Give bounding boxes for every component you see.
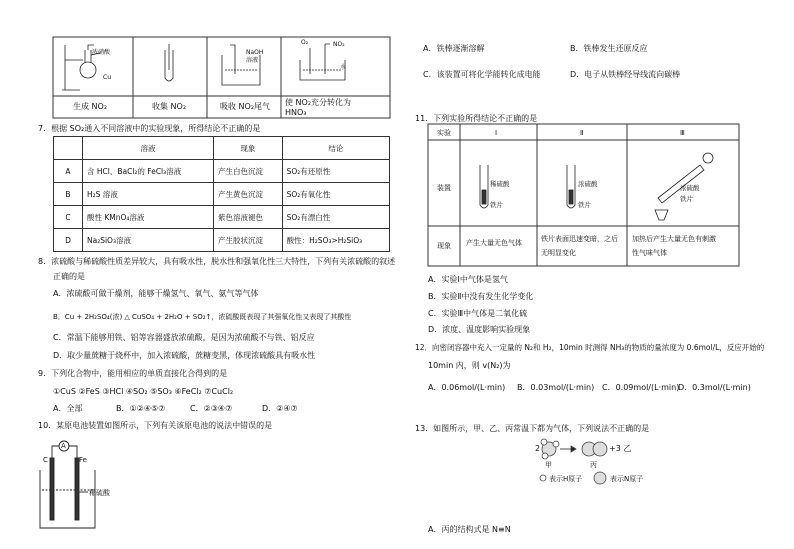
- q11-option-a: A．实验Ⅰ中气体是氢气: [428, 275, 508, 284]
- q7-header-phenomenon: 现象: [214, 137, 283, 160]
- q11-phen-label: 现象: [437, 242, 451, 250]
- q12-option-a: A．0.06mol/(L·min): [428, 383, 506, 392]
- q11-option-d: D．浓度、温度影响实验现象: [428, 325, 531, 334]
- fig-label: 铁片: [680, 195, 693, 203]
- q9-option-c: C．②③④⑦: [190, 404, 233, 413]
- q12-option-d: D．0.3mol/(L·min): [678, 383, 751, 392]
- legend-h-label: 表示H原子: [549, 475, 583, 483]
- fig-label: 铁片: [490, 201, 503, 209]
- q13-option-a: A．丙的结构式是 N≡N: [428, 525, 511, 534]
- h-atom-icon: [553, 441, 559, 447]
- fig-label-cu: Cu: [103, 74, 111, 81]
- q7-cell: 产生黄色沉淀: [214, 183, 283, 206]
- q9-option-d: D．②④⑦: [262, 404, 298, 413]
- q7-row-label: A: [54, 160, 83, 183]
- q9-items: ①CuS ②FeS ③HCl ④SO₂ ⑤SO₃ ⑥FeCl₂ ⑦CuCl₂: [53, 387, 234, 396]
- q10-stem: 10．某原电池装置如图所示，下列有关该原电池的说法中错误的是: [38, 421, 273, 430]
- q8-option-c: C．常温下能够用铁、铝等容器盛放浓硫酸，是因为浓硫酸不与铁、铝反应: [53, 333, 315, 342]
- q7-cell: H₂S 溶液: [83, 183, 214, 206]
- q7-cell: 产生胶状沉淀: [214, 229, 283, 252]
- q13-stem: 13．如图所示，甲、乙、丙常温下都为气体，下列说法不正确的是: [415, 424, 650, 433]
- q11-phen-2b: 无明显变化: [541, 249, 576, 257]
- acid-label: 稀硫酸: [89, 489, 110, 497]
- fig-label: 浓硫酸: [578, 180, 598, 188]
- q7-row-label: B: [54, 183, 83, 206]
- fig-label-solution: 溶液: [246, 57, 259, 64]
- q9-option-b: B．①②④⑤⑦: [116, 404, 166, 413]
- q7-cell: SO₂有还原性: [282, 160, 389, 183]
- electrode-fe-label: Fe: [79, 456, 87, 464]
- q11-header-exp: 实验: [437, 129, 451, 137]
- q7-header-solution: 溶液: [83, 137, 214, 160]
- q10-option-d: D．电子从铁棒经导线流向碳棒: [570, 70, 681, 79]
- fig-label-nitric: 浓硝酸: [92, 49, 111, 56]
- bing-label: 丙: [590, 461, 597, 469]
- q7-cell: 酸性：H₂SO₃>H₂SiO₃: [282, 229, 389, 252]
- caption-collect: 收集 NO₂: [152, 102, 187, 111]
- caption-convert-1: 使 NO₂充分转化为: [285, 98, 352, 107]
- q8-option-d: D．取少量蔗糖于烧杯中，加入浓硫酸，蔗糖变黑，体现浓硫酸具有吸水性: [53, 351, 316, 360]
- q11-header-1: Ⅰ: [495, 129, 498, 137]
- q8-stem-2: 正确的是: [53, 272, 85, 281]
- h-atom-icon: [541, 439, 547, 445]
- fig-label: 铁片: [578, 201, 591, 209]
- h-atom-icon: [542, 453, 548, 459]
- q7-cell: SO₂有漂白性: [282, 206, 389, 229]
- q7-cell: 酸性 KMnO₄溶液: [83, 206, 214, 229]
- electrode-c-label: C: [43, 456, 48, 464]
- q11-phen-3b: 性气味气体: [632, 249, 667, 257]
- q9-stem: 9．下列化合物中，能用相应的单质直接化合得到的是: [38, 369, 228, 378]
- fig-label: 浓硫酸: [680, 184, 700, 192]
- q7-cell: 紫色溶液褪色: [214, 206, 283, 229]
- n-legend-icon: [594, 472, 606, 484]
- q11-phen-2a: 铁片表面迅速变暗，之后: [541, 235, 618, 243]
- q10-option-a: A．铁棒逐渐溶解: [423, 44, 485, 53]
- q12-stem-1: 12．向密闭容器中充入一定量的 N₂和 H₂，10min 时测得 NH₃的物质的量浓度为 0.6mol/L，反应开始的: [415, 343, 765, 352]
- q7-row-label: C: [54, 206, 83, 229]
- ammeter-label: A: [61, 442, 66, 450]
- q7-cell: 产生白色沉淀: [214, 160, 283, 183]
- q11-stem: 11．下列实验所得结论不正确的是: [415, 114, 538, 123]
- arrow-icon: [571, 446, 576, 452]
- fig-label-no2: NO₂: [333, 41, 345, 48]
- q11-phen-1: 产生大量无色气体: [466, 239, 522, 247]
- q8-option-b: B．Cu + 2H₂SO₄(浓) △ CuSO₄ + 2H₂O + SO₂↑，浓硫酸既表现了其强氧化性又表现了其酸性: [53, 313, 352, 321]
- q11-header-3: Ⅲ: [680, 129, 685, 137]
- q11-option-c: C．实验Ⅲ中气体是二氧化硫: [428, 309, 528, 318]
- q8-stem-1: 8．浓硫酸与稀硫酸性质差异较大，具有吸水性，脱水性和强氧化性三大特性，下列有关浓硫酸的叙述: [38, 257, 396, 266]
- h-legend-icon: [540, 475, 546, 481]
- plus-3-yi-label: +3 乙: [609, 444, 632, 453]
- legend-n-label: 表示N原子: [610, 475, 644, 483]
- q7-row-label: D: [54, 229, 83, 252]
- fig-label-water: 水: [340, 64, 347, 71]
- fig-label-o2: O₂: [301, 39, 309, 46]
- fig-label: 稀硫酸: [490, 180, 510, 188]
- coef-label: 2: [535, 444, 541, 453]
- q8-option-a: A．浓硫酸可做干燥剂，能够干燥氢气、氧气、氨气等气体: [53, 289, 259, 298]
- caption-convert-2: HNO₃: [285, 108, 307, 117]
- q7-stem: 7．根据 SO₂通入不同溶液中的实验现象，所得结论不正确的是: [38, 124, 261, 133]
- q11-option-b: B．实验Ⅱ中没有发生化学变化: [428, 292, 534, 301]
- caption-absorb: 吸收 NO₂尾气: [220, 102, 271, 111]
- q12-option-b: B．0.03mol/(L·min): [517, 383, 595, 392]
- jia-label: 甲: [545, 461, 552, 469]
- q11-phen-3a: 加热后产生大量无色有刺激: [632, 235, 716, 243]
- q7-cell: SO₂有氧化性: [282, 183, 389, 206]
- fig-label-naoh: NaOH: [246, 49, 264, 56]
- q7-cell: 含 HCl、BaCl₂的 FeCl₃溶液: [83, 160, 214, 183]
- q11-device-label: 装置: [437, 184, 451, 192]
- q11-header-2: Ⅱ: [580, 129, 584, 137]
- q9-option-a: A．全部: [53, 404, 83, 413]
- q7-cell: Na₂SiO₃溶液: [83, 229, 214, 252]
- q10-option-b: B．铁棒发生还原反应: [570, 44, 648, 53]
- caption-generate: 生成 NO₂: [73, 102, 108, 111]
- n-atom-icon: [593, 442, 607, 456]
- q12-option-c: C．0.09mol/(L·min): [602, 383, 680, 392]
- q7-header-conclusion: 结论: [282, 137, 389, 160]
- q12-stem-2: 10min 内，则 v(N₂)为: [428, 361, 511, 370]
- q10-option-c: C．该装置可将化学能转化成电能: [423, 70, 541, 79]
